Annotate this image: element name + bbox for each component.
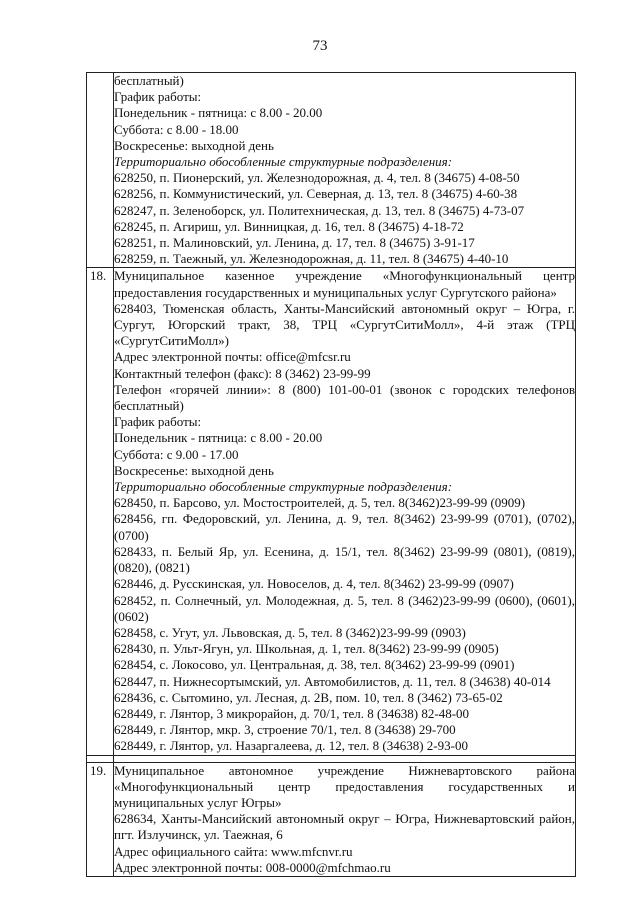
entry-17-content xyxy=(114,73,576,268)
institution-address: 628403, Тюменская область, Ханты-Мансийский автономный округ – Югра, г. Сургут, Югорский тракт, 38, ТРЦ «СургутСитиМолл», 4-й этаж (ТРЦ «СургутСитиМолл») xyxy=(114,300,575,349)
subdivision-item: 628251, п. Малиновский, ул. Ленина, д. 17, тел. 8 (34675) 3-91-17 xyxy=(114,235,475,251)
subdivisions-heading: Территориально обособленные структурные подразделения: xyxy=(114,154,453,170)
subdivision-item: 628458, с. Угут, ул. Львовская, д. 5, тел. 8 (3462)23-99-99 (0903) xyxy=(114,624,466,640)
entry-number-cell xyxy=(87,268,114,755)
entry-18-content xyxy=(114,268,576,755)
schedule-line: Воскресенье: выходной день xyxy=(114,462,274,478)
subdivision-item: 628450, п. Барсово, ул. Мостостроителей, д. 5, тел. 8(3462)23-99-99 (0909) xyxy=(114,495,526,511)
subdivision-item: 628446, д. Русскинская, ул. Новоселов, д. 4, тел. 8(3462) 23-99-99 (0907) xyxy=(114,576,514,592)
email-line: Адрес электронной почты: 008-0000@mfchmao.ru xyxy=(114,859,391,875)
entry-number-cell xyxy=(87,73,114,268)
table-row-entry-18 xyxy=(87,268,576,755)
page-number: 73 xyxy=(312,38,328,54)
table-row-entry-19 xyxy=(87,762,576,876)
institution-name: Муниципальное казенное учреждение «Многофункциональный центр предоставления государственных и муниципальных услуг Сургутского района» xyxy=(114,268,575,300)
subdivision-item: 628256, п. Коммунистический, ул. Северная, д. 13, тел. 8 (34675) 4-60-38 xyxy=(114,186,518,202)
institution-name: Муниципальное автономное учреждение Нижневартовского района «Многофункциональный центр предоставления государственных и муниципальных услуг Югры» xyxy=(114,762,575,810)
subdivision-item: 628449, г. Лянтор, мкр. 3, строение 70/1, тел. 8 (34638) 29-700 xyxy=(114,722,456,738)
entry-17-line: Воскресенье: выходной день xyxy=(114,137,274,153)
email-line: Адрес электронной почты: office@mfcsr.ru xyxy=(114,349,351,365)
subdivision-item: 628449, г. Лянтор, ул. Назаргалеева, д. 12, тел. 8 (34638) 2-93-00 xyxy=(114,738,468,754)
subdivision-item: 628449, г. Лянтор, 3 микрорайон, д. 70/1, тел. 8 (34638) 82-48-00 xyxy=(114,705,470,721)
subdivision-item: 628447, п. Нижнесортымский, ул. Автомобилистов, д. 11, тел. 8 (34638) 40-014 xyxy=(114,673,551,689)
entry-number-cell xyxy=(87,762,114,876)
subdivision-item: 628430, п. Ульт-Ягун, ул. Школьная, д. 1, тел. 8(3462) 23-99-99 (0905) xyxy=(114,641,499,657)
entry-19-content xyxy=(114,762,576,876)
hotline-line: Телефон «горячей линии»: 8 (800) 101-00-01 (звонок с городских телефонов бесплатный) xyxy=(114,381,575,414)
subdivision-item: 628456, гп. Федоровский, ул. Ленина, д. 9, тел. 8(3462) 23-99-99 (0701), (0702), (0700) xyxy=(114,511,575,543)
entry-number: 19. xyxy=(90,762,107,778)
row-separator xyxy=(87,755,576,762)
entry-17-line: График работы: xyxy=(114,89,202,105)
phone-line: Контактный телефон (факс): 8 (3462) 23-99-99 xyxy=(114,365,371,381)
subdivision-item: 628250, п. Пионерский, ул. Железнодорожная, д. 4, тел. 8 (34675) 4-08-50 xyxy=(114,170,520,186)
institution-address: 628634, Ханты-Мансийский автономный округ – Югра, Нижневартовский район, пгт. Излучинск, ул. Таежная, 6 xyxy=(114,811,575,843)
subdivision-item: 628433, п. Белый Яр, ул. Есенина, д. 15/1, тел. 8(3462) 23-99-99 (0801), (0819), (0820), (0821) xyxy=(114,543,575,576)
entry-17-line: бесплатный) xyxy=(114,73,184,88)
subdivisions-heading: Территориально обособленные структурные подразделения: xyxy=(114,479,453,495)
schedule-line: График работы: xyxy=(114,414,202,430)
subdivision-item: 628452, п. Солнечный, ул. Молодежная, д. 5, тел. 8 (3462)23-99-99 (0600), (0601), (0602) xyxy=(114,592,575,624)
entry-17-line: Суббота: с 8.00 - 18.00 xyxy=(114,121,239,137)
table-row-entry-17 xyxy=(87,73,576,268)
subdivision-item: 628245, п. Агириш, ул. Винницкая, д. 16, тел. 8 (34675) 4-18-72 xyxy=(114,218,464,234)
subdivision-item: 628454, с. Локосово, ул. Центральная, д. 38, тел. 8(3462) 23-99-99 (0901) xyxy=(114,657,515,673)
schedule-line: Понедельник - пятница: с 8.00 - 20.00 xyxy=(114,430,323,446)
document-table xyxy=(86,72,576,877)
subdivision-item: 628247, п. Зеленоборск, ул. Политехническая, д. 13, тел. 8 (34675) 4-73-07 xyxy=(114,202,525,218)
subdivision-item: 628436, с. Сытомино, ул. Лесная, д. 2В, пом. 10, тел. 8 (3462) 73-65-02 xyxy=(114,689,503,705)
subdivision-item: 628259, п. Таежный, ул. Железнодорожная, д. 11, тел. 8 (34675) 4-40-10 xyxy=(114,251,509,267)
entry-number: 18. xyxy=(90,268,107,284)
website-line: Адрес официального сайта: www.mfcnvr.ru xyxy=(114,843,353,859)
entry-17-line: Понедельник - пятница: с 8.00 - 20.00 xyxy=(114,105,323,121)
schedule-line: Суббота: с 9.00 - 17.00 xyxy=(114,446,239,462)
